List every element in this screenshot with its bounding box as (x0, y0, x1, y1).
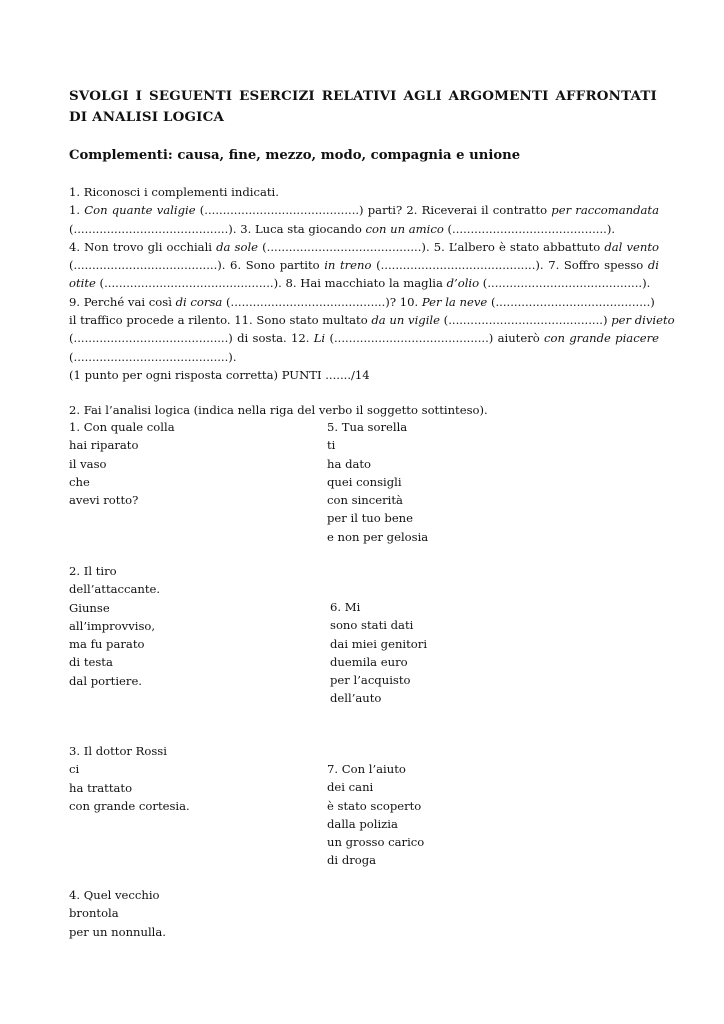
complement-text: da sole (216, 239, 259, 254)
sentence-line: duemila euro (330, 654, 408, 669)
exercise-2-item (327, 418, 428, 546)
sentence-line: 6. Mi (330, 600, 361, 614)
exercise-2-item (330, 598, 427, 708)
sentence-line: 3. Il dottor Rossi (69, 744, 167, 758)
complement-text: Per la neve (421, 294, 488, 309)
sentence-line: per un nonnulla. (69, 924, 166, 939)
exercise-1-line: (.......................................). 6. Sono partito in treno (..........................................). 7. Soffro spesso di (69, 258, 660, 273)
exercise-2-intro: 2. Fai l’analisi logica (indica nella riga del verbo il soggetto sottinteso). (69, 403, 488, 417)
sentence-line: per l’acquisto (330, 673, 411, 688)
exercise-1-line: il traffico procede a rilento. 11. Sono stato multato da un vigile (..........................................) per divieto (69, 313, 675, 328)
sentence-line: ci (69, 762, 80, 777)
sentence-line: quei consigli (327, 474, 402, 489)
exercise-1-line: 1. Con quante valigie (..........................................) parti? 2. Riceverai il contratto per raccomandata (69, 203, 659, 218)
complement-text: di corsa (175, 294, 223, 309)
sentence-line: dei cani (327, 780, 374, 795)
complement-text: Li (313, 331, 326, 346)
exercise-2-item (69, 742, 190, 815)
sentence-line: ha dato (327, 456, 372, 471)
sentence-line: di testa (69, 655, 113, 670)
complement-text: in treno (324, 258, 372, 273)
complement-text: da un vigile (371, 313, 440, 328)
page-title: SVOLGI I SEGUENTI ESERCIZI RELATIVI AGLI ARGOMENTI AFFRONTATI DI ANALISI LOGICA (69, 88, 657, 125)
sentence-line: che (69, 474, 90, 489)
complement-text: d’olio (446, 276, 480, 291)
section-subtitle: Complementi: causa, fine, mezzo, modo, compagnia e unione (69, 148, 521, 163)
exercise-2-item (69, 886, 166, 941)
sentence-line: sono stati dati (330, 618, 414, 633)
sentence-line: con sincerità (327, 493, 403, 508)
sentence-line: ti (327, 438, 336, 453)
sentence-line: dalla polizia (327, 816, 398, 831)
exercise-1-line: (..........................................) di sosta. 12. Li (..........................................) aiuterò con grande piacere (69, 331, 659, 346)
exercise-1-intro: 1. Riconosci i complementi indicati. (69, 185, 279, 199)
exercise-1 (69, 183, 675, 384)
sentence-line: il vaso (69, 456, 107, 471)
complement-text: con un amico (365, 221, 444, 236)
exercise-2-item (327, 760, 424, 870)
exercise-1-line: (..........................................). (69, 349, 237, 364)
sentence-line: dal portiere. (69, 673, 142, 688)
complement-text: per raccomandata (551, 203, 659, 218)
sentence-line: 1. Con quale colla (69, 420, 175, 434)
complement-text: con grande piacere (544, 331, 659, 346)
sentence-line: per il tuo bene (327, 511, 414, 526)
sentence-line: è stato scoperto (327, 798, 422, 813)
exercise-2-item (69, 418, 175, 509)
sentence-line: brontola (69, 906, 119, 921)
sentence-line: 4. Quel vecchio (69, 888, 160, 902)
sentence-line: con grande cortesia. (69, 798, 190, 813)
sentence-line: dell’auto (330, 691, 382, 706)
sentence-line: avevi rotto? (69, 493, 139, 508)
exercise-1-line: 4. Non trovo gli occhiali da sole (..........................................). 5. L’albero è stato abbattuto dal vento (69, 239, 659, 254)
exercise-1-line: 9. Perché vai così di corsa (..........................................)? 10. Per la neve (..........................................) (69, 294, 655, 309)
sentence-line: Giunse (69, 600, 110, 615)
complement-text: di (647, 258, 660, 273)
sentence-line: dai miei genitori (330, 636, 428, 651)
exercise-2-item (69, 562, 160, 690)
complement-text: per divieto (611, 313, 675, 328)
sentence-line: e non per gelosia (327, 529, 429, 544)
complement-text: otite (69, 276, 96, 291)
exercise-1-line: otite (..............................................). 8. Hai macchiato la maglia d’olio (..........................................). (69, 276, 651, 291)
exercise-1-line: (..........................................). 3. Luca sta giocando con un amico (..........................................). (69, 221, 616, 236)
exercise-1-score: (1 punto per ogni risposta corretta) PUNTI ......./14 (69, 367, 370, 382)
sentence-line: ma fu parato (69, 637, 145, 652)
sentence-line: all’improvviso, (69, 618, 156, 633)
sentence-line: 5. Tua sorella (327, 420, 408, 434)
sentence-line: di droga (327, 853, 377, 868)
sentence-line: 2. Il tiro (69, 564, 117, 578)
sentence-line: un grosso carico (327, 835, 425, 850)
sentence-line: dell’attaccante. (69, 582, 161, 597)
sentence-line: hai riparato (69, 438, 139, 453)
sentence-line: 7. Con l’aiuto (327, 762, 406, 776)
complement-text: dal vento (604, 239, 659, 254)
sentence-line: ha trattato (69, 780, 133, 795)
complement-text: Con quante valigie (84, 203, 196, 218)
